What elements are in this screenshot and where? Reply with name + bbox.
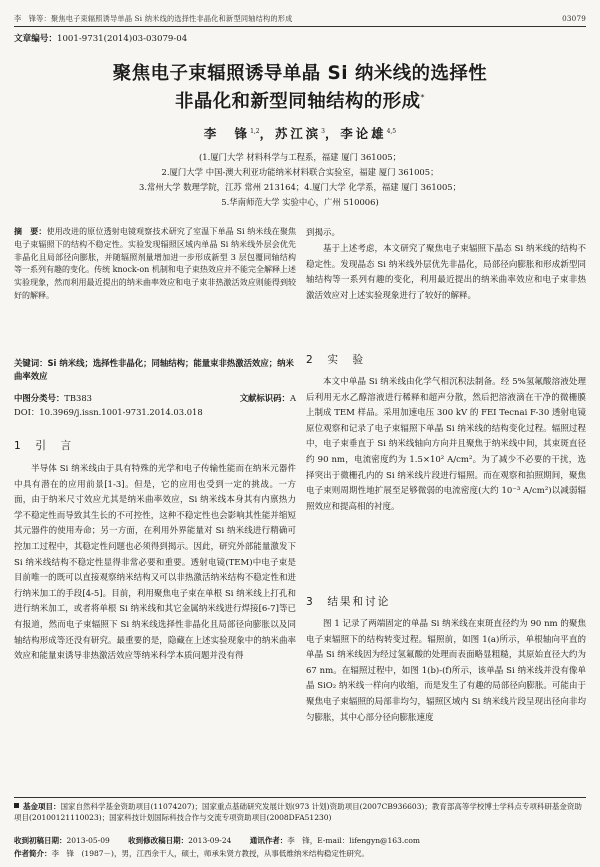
author-1: 李 锋 [203, 126, 251, 141]
doi: DOI：10.3969/j.issn.1001-9731.2014.03.018 [14, 407, 203, 417]
affiliation-1: (1.厦门大学 材料科学与工程系，福建 厦门 361005； [199, 152, 401, 162]
results-text: 图 1 记录了两端固定的单晶 Si 纳米线在束斑直径约为 90 nm 的聚焦电子束辐照下的结构转变过程。辐照前，如图 1(a)所示，单根轴向平直的单晶 Si 纳米线因为经过氢氟酸的处理而表面略显粗糙，其原始直径大约为 67 nm。在辐照过程中，如图 1(b)-(f)所示，该单晶 Si 纳米线并没有像单晶 SiO₂ 纳米线一样向内收缩，而是发生了有趣的局部径向膨胀。可能由于聚焦电子束辐照的局部非均匀，辐照区域内 Si 纳米线片段呈现出径向非均匀膨胀，其中心部分径向膨胀速度 [306, 619, 586, 723]
doc-code-label: 文献标识码： [239, 393, 290, 403]
running-header [14, 14, 586, 24]
article-number-value: 1001-9731(2014)03-03079-04 [56, 34, 188, 44]
corresponding-label: 通讯作者： [249, 836, 288, 845]
bio-label: 作者简介： [14, 849, 52, 858]
title-line-2 [0, 87, 600, 113]
running-header-text: 李 锋等：聚焦电子束辐照诱导单晶 Si 纳米线的选择性非晶化和新型同轴结构的形成 [14, 14, 293, 23]
intro-text: 半导体 Si 纳米线由于具有特殊的光学和电子传输性能而在纳米元器件中具有潜在的应用前景[1-3]。但是，它的应用也受到一定的挑战。一方面，由于纳米尺寸效应尤其是纳米曲率效应，Si 纳米线本身其有内禀热力学不稳定性而导致其生长的不可控性，这种不稳定性也会影响其性能并缩短其元器件的使用寿命；另一方面，在利用外界能量对 Si 纳米线进行精确可控加工过程中，其稳定性问题也必须得到揭示。因此，研究外部能量激发下 Si 纳米线结构不稳定性显得非常必要和重要。透射电镜(TEM)中电子束是目前唯一的既可以直接观察纳米结构又可以非热激活纳米结构不稳定性和进行纳米加工的手段[4-5]。目前，利用聚焦电子束在单根 Si 纳米线上打孔和进行纳米加工，或者将单根 Si 纳米线和其它金属纳米线进行焊接[6-7]等已有报道，然而电子束辐照下 Si 纳米线选择性非晶化且局部径向膨胀以及同轴结构形成等还没有研究。最重要的是，隐藏在上述实验现象中的纳米曲率效应和能量束诱导非热激活效应等纳米科学本质问题并没有得 [14, 464, 296, 662]
funding-note [14, 801, 586, 823]
clc-label: 中图分类号： [14, 393, 65, 403]
affiliation-3: 3.常州大学 数理学院，江苏 常州 213164；4.厦门大学 化学系，福建 厦门 361005； [138, 182, 462, 192]
abstract [14, 226, 296, 303]
author-3-sup: 4,5 [386, 127, 397, 135]
title-line-1: 聚焦电子束辐照诱导单晶 Si 纳米线的选择性 [112, 63, 488, 84]
experiment-heading: 2 实 验 [306, 354, 366, 366]
title-line-2-text: 非晶化和新型同轴结构的形成 [174, 91, 421, 112]
page-number: 03079 [562, 14, 586, 23]
affiliation-4: 5.华南师范大学 实验中心，广州 510006) [221, 197, 379, 207]
title-mark: * [420, 92, 426, 102]
doc-code-value: A [289, 393, 296, 403]
abstract-label: 摘 要： [14, 227, 47, 236]
clc-value: TB383 [64, 393, 92, 403]
article-number [14, 32, 187, 44]
funding-label: 基金项目： [23, 802, 61, 811]
funding-text: 国家自然科学基金资助项目(11074207)；国家重点基础研究发展计划(973 计划)资助项目(2007CB936603)；教育部高等学校博士学科点专项科研基金资助项目(20100121110023)；国家科技计划国际科技合作与交流专项资助项目(2008DFA51230) [14, 802, 582, 822]
classification [14, 391, 296, 419]
author-3: 李论雄 [340, 126, 387, 141]
keywords-text: Si 纳米线；选择性非晶化；同轴结构；能量束非热激活效应；纳米曲率效应 [14, 358, 294, 382]
author-2: 苏江滨 [275, 126, 322, 141]
intro-heading: 1 引 言 [14, 440, 74, 452]
experiment-text: 本文中单晶 Si 纳米线由化学气相沉积法制备。经 5%氢氟酸溶液处理后利用无水乙醇溶液进行稀释和超声分散，然后把溶液滴在干净的微栅膜上制成 TEM 样品。采用加速电压 300 kV 的 FEI Tecnai F-30 透射电镜原位观察和记录了电子束辐照下单晶 Si 纳米线的结构变化过程。辐照过程中，电子束垂直于 Si 纳米线轴向方向并且聚焦于纳米线中间，其束斑直径约 90 nm，电流密度约为 1.5×10² A/cm²。为了减少不必要的干扰，选择突出于微栅孔内的 Si 纳米线片段进行辐照。而在观察和拍照期间，聚焦电子束则周期性地扩展至足够微弱的电流密度(大约 10⁻³ A/cm²)以减弱辐照效应和提高相的衬度。 [306, 377, 586, 512]
results-heading: 3 结果和讨论 [306, 596, 391, 608]
keywords [14, 357, 296, 383]
square-bullet-icon [14, 803, 19, 808]
keywords-label: 关键词： [14, 358, 48, 368]
abstract-text: 使用改进的原位透射电镜观察技术研究了室温下单晶 Si 纳米线在聚焦电子束辐照下的结构不稳定性。实验发现辐照区域内单晶 Si 纳米线外层会优先非晶化且局部径向膨胀，并随辐照剂量增加进一步形成新型 3 层包覆同轴结构等一系列有趣的变化。传统 knock-on 机制和电子束热效应并不能完全解释上述实验现象，然而利用最近提出的纳米曲率效应和电子束非热激活效应则能得到较好的解释。 [14, 227, 297, 300]
revised-date: 2013-09-24 [188, 836, 232, 845]
dates-note [14, 835, 586, 846]
received-date: 2013-05-09 [66, 836, 110, 845]
article-number-label: 文章编号： [14, 34, 57, 44]
corresponding-author: 李 锋，E-mail：lifengyn@163.com [287, 836, 421, 845]
affiliation-2: 2.厦门大学 中国-澳大利亚功能纳米材料联合实验室，福建 厦门 361005； [161, 167, 439, 177]
bio-note [14, 848, 586, 859]
header-rule [14, 26, 586, 27]
received-label: 收到初稿日期： [14, 836, 67, 845]
paragraph-2: 基于上述考虑，本文研究了聚焦电子束辐照下晶态 Si 纳米线的结构不稳定性。发现晶态 Si 纳米线外层优先非晶化，局部径向膨胀和形成新型同轴结构等一系列有趣的变化，利用最近提出的纳米曲率效应和电子束非热激活效应对上述实验现象进行了较好的解释。 [306, 244, 586, 301]
revised-label: 收到修改稿日期： [128, 836, 189, 845]
author-2-sup: 3 [321, 127, 325, 135]
intro-continued: 到揭示。 [306, 228, 341, 238]
author-1-sup: 1,2 [250, 127, 260, 135]
authors: 李 锋$^{1,2}$，苏江滨$^3$，李论雄$^{4,5}$ [203, 126, 397, 141]
bio-text: 李 锋 (1987－)，男，江西余干人，硕士，师承朱贤方教授，从事低维纳米结构稳定性研究。 [51, 849, 369, 858]
footnote-rule [14, 797, 586, 798]
